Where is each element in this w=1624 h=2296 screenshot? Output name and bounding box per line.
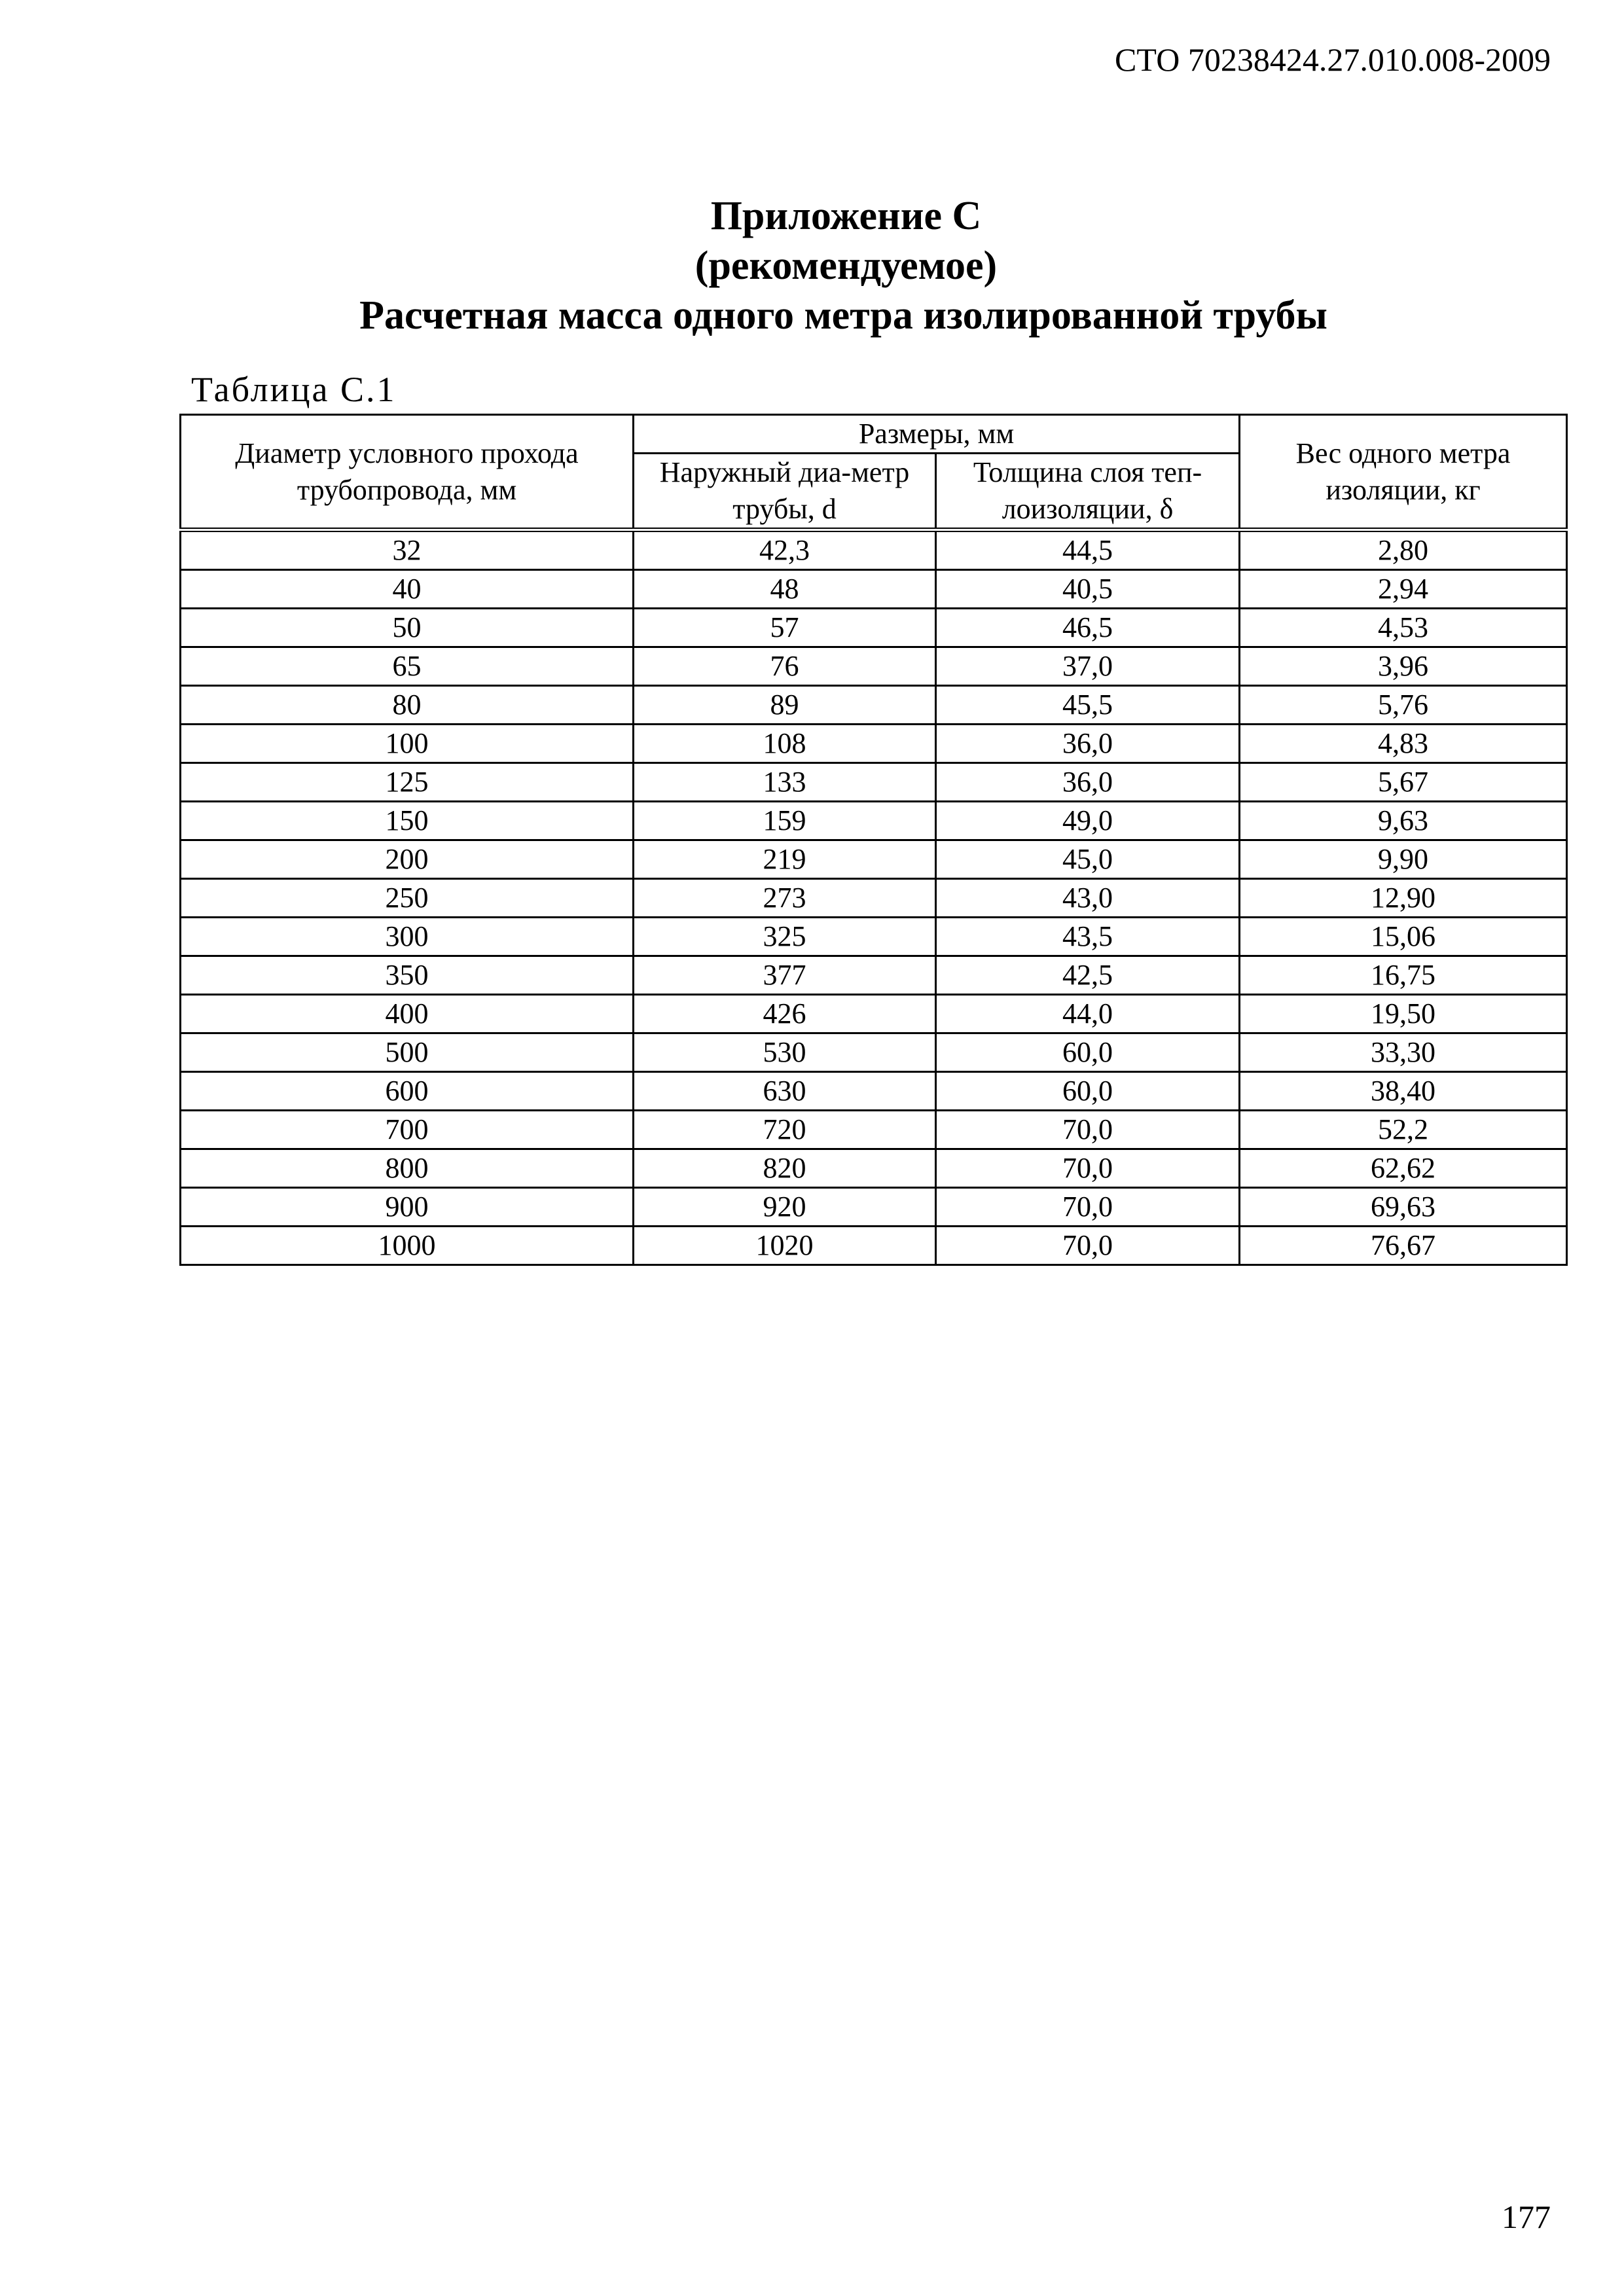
cell-insulation-weight: 15,06 — [1240, 918, 1567, 956]
cell-nominal-diameter: 900 — [181, 1188, 634, 1227]
cell-nominal-diameter: 500 — [181, 1033, 634, 1072]
cell-outer-diameter: 108 — [634, 725, 936, 763]
cell-insulation-weight: 9,63 — [1240, 802, 1567, 840]
cell-insulation-weight: 4,53 — [1240, 609, 1567, 647]
cell-outer-diameter: 820 — [634, 1149, 936, 1188]
cell-insulation-weight: 69,63 — [1240, 1188, 1567, 1227]
cell-insulation-weight: 62,62 — [1240, 1149, 1567, 1188]
cell-nominal-diameter: 600 — [181, 1072, 634, 1111]
cell-insulation-weight: 38,40 — [1240, 1072, 1567, 1111]
cell-insulation-weight: 2,80 — [1240, 530, 1567, 570]
cell-nominal-diameter: 1000 — [181, 1227, 634, 1265]
cell-nominal-diameter: 50 — [181, 609, 634, 647]
cell-nominal-diameter: 100 — [181, 725, 634, 763]
table-row — [181, 725, 1567, 763]
cell-outer-diameter: 325 — [634, 918, 936, 956]
cell-outer-diameter: 630 — [634, 1072, 936, 1111]
cell-insulation-thickness: 70,0 — [936, 1149, 1240, 1188]
cell-outer-diameter: 133 — [634, 763, 936, 802]
table-row — [181, 647, 1567, 686]
cell-insulation-weight: 19,50 — [1240, 995, 1567, 1033]
cell-insulation-thickness: 44,5 — [936, 530, 1240, 570]
table-row — [181, 1072, 1567, 1111]
cell-insulation-thickness: 70,0 — [936, 1227, 1240, 1265]
cell-insulation-thickness: 70,0 — [936, 1188, 1240, 1227]
header-outer-diameter: Наружный диа-метр трубы, d — [634, 454, 936, 530]
cell-outer-diameter: 273 — [634, 879, 936, 918]
document-code: СТО 70238424.27.010.008-2009 — [1115, 41, 1551, 78]
table-row — [181, 802, 1567, 840]
cell-outer-diameter: 1020 — [634, 1227, 936, 1265]
table-row — [181, 1033, 1567, 1072]
cell-insulation-thickness: 36,0 — [936, 725, 1240, 763]
cell-outer-diameter: 219 — [634, 840, 936, 879]
cell-nominal-diameter: 125 — [181, 763, 634, 802]
cell-insulation-thickness: 43,0 — [936, 879, 1240, 918]
table-row — [181, 763, 1567, 802]
cell-nominal-diameter: 65 — [181, 647, 634, 686]
cell-nominal-diameter: 800 — [181, 1149, 634, 1188]
appendix-title — [0, 191, 1624, 340]
cell-nominal-diameter: 700 — [181, 1111, 634, 1149]
cell-insulation-weight: 2,94 — [1240, 570, 1567, 609]
cell-outer-diameter: 89 — [634, 686, 936, 725]
cell-outer-diameter: 377 — [634, 956, 936, 995]
cell-insulation-thickness: 37,0 — [936, 647, 1240, 686]
cell-nominal-diameter: 400 — [181, 995, 634, 1033]
cell-insulation-thickness: 44,0 — [936, 995, 1240, 1033]
table-row — [181, 609, 1567, 647]
header-nominal-diameter: Диаметр условного прохода трубопровода, мм — [181, 415, 634, 530]
cell-nominal-diameter: 40 — [181, 570, 634, 609]
cell-outer-diameter: 57 — [634, 609, 936, 647]
table-row — [181, 918, 1567, 956]
table-body — [181, 530, 1567, 1265]
cell-insulation-weight: 9,90 — [1240, 840, 1567, 879]
cell-outer-diameter: 76 — [634, 647, 936, 686]
cell-insulation-weight: 4,83 — [1240, 725, 1567, 763]
table-row — [181, 840, 1567, 879]
page-number: 177 — [1502, 2198, 1551, 2235]
cell-insulation-weight: 16,75 — [1240, 956, 1567, 995]
cell-outer-diameter: 48 — [634, 570, 936, 609]
table-row — [181, 530, 1567, 570]
header-insulation-thickness: Толщина слоя теп-лоизоляции, δ — [936, 454, 1240, 530]
cell-insulation-thickness: 60,0 — [936, 1072, 1240, 1111]
cell-insulation-thickness: 60,0 — [936, 1033, 1240, 1072]
cell-insulation-weight: 5,67 — [1240, 763, 1567, 802]
table-row — [181, 1111, 1567, 1149]
cell-nominal-diameter: 300 — [181, 918, 634, 956]
cell-outer-diameter: 920 — [634, 1188, 936, 1227]
cell-nominal-diameter: 250 — [181, 879, 634, 918]
cell-nominal-diameter: 32 — [181, 530, 634, 570]
cell-outer-diameter: 720 — [634, 1111, 936, 1149]
table-row — [181, 995, 1567, 1033]
cell-insulation-weight: 76,67 — [1240, 1227, 1567, 1265]
cell-insulation-weight: 12,90 — [1240, 879, 1567, 918]
table-row — [181, 1149, 1567, 1188]
table-row — [181, 956, 1567, 995]
cell-insulation-weight: 5,76 — [1240, 686, 1567, 725]
cell-insulation-thickness: 36,0 — [936, 763, 1240, 802]
cell-nominal-diameter: 200 — [181, 840, 634, 879]
table-row — [181, 570, 1567, 609]
table-row — [181, 686, 1567, 725]
table-row — [181, 1188, 1567, 1227]
appendix-title-line1: Приложение С — [710, 194, 982, 238]
header-insulation-weight: Вес одного метра изоляции, кг — [1240, 415, 1567, 530]
header-dimensions-group: Размеры, мм — [634, 415, 1240, 454]
table-row — [181, 879, 1567, 918]
cell-outer-diameter: 530 — [634, 1033, 936, 1072]
cell-insulation-thickness: 45,0 — [936, 840, 1240, 879]
appendix-title-line3: Расчетная масса одного метра изолированной трубы — [359, 293, 1327, 338]
cell-nominal-diameter: 80 — [181, 686, 634, 725]
cell-nominal-diameter: 150 — [181, 802, 634, 840]
cell-insulation-thickness: 43,5 — [936, 918, 1240, 956]
cell-outer-diameter: 426 — [634, 995, 936, 1033]
cell-insulation-weight: 33,30 — [1240, 1033, 1567, 1072]
cell-insulation-thickness: 70,0 — [936, 1111, 1240, 1149]
cell-nominal-diameter: 350 — [181, 956, 634, 995]
pipe-mass-table — [179, 414, 1568, 1266]
cell-insulation-weight: 52,2 — [1240, 1111, 1567, 1149]
cell-insulation-weight: 3,96 — [1240, 647, 1567, 686]
appendix-title-line2: (рекомендуемое) — [695, 243, 998, 288]
cell-insulation-thickness: 45,5 — [936, 686, 1240, 725]
cell-outer-diameter: 159 — [634, 802, 936, 840]
cell-insulation-thickness: 46,5 — [936, 609, 1240, 647]
cell-insulation-thickness: 42,5 — [936, 956, 1240, 995]
cell-insulation-thickness: 40,5 — [936, 570, 1240, 609]
table-row — [181, 1227, 1567, 1265]
cell-insulation-thickness: 49,0 — [936, 802, 1240, 840]
cell-outer-diameter: 42,3 — [634, 530, 936, 570]
table-caption: Таблица С.1 — [191, 370, 397, 409]
